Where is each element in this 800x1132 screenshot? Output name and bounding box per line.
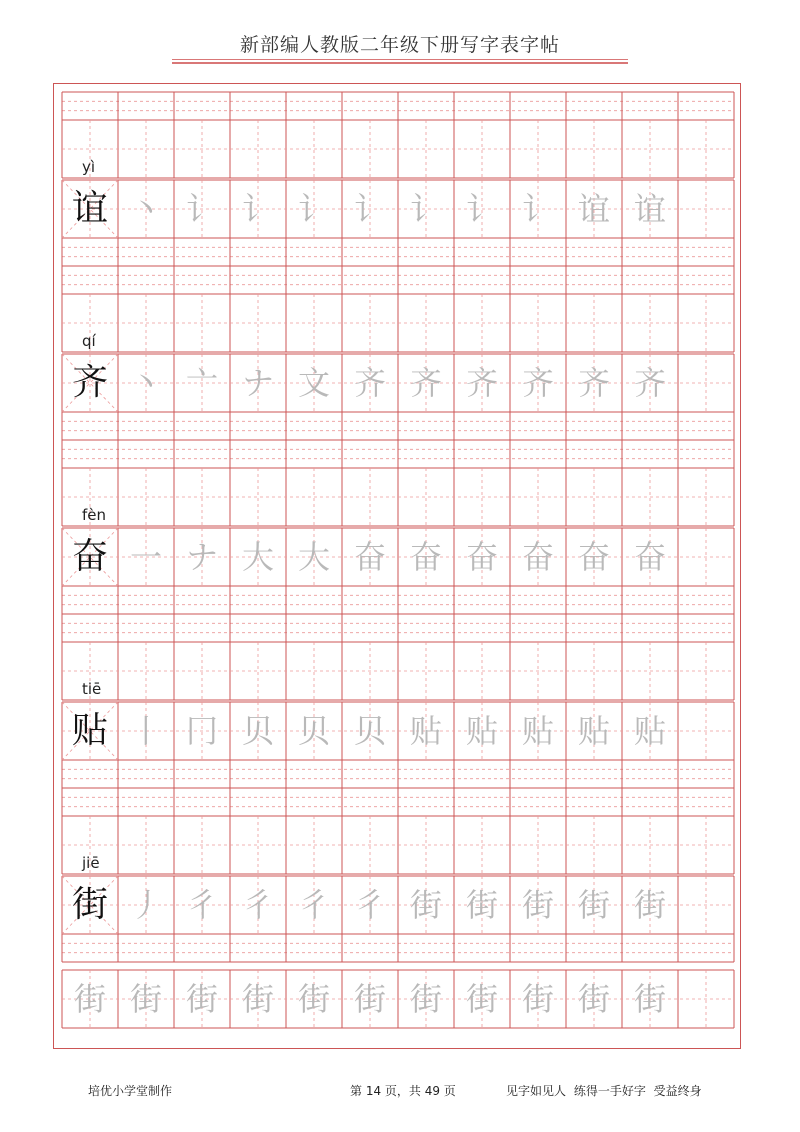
- stroke-step-character: 奋: [465, 538, 498, 576]
- practice-character: 街: [353, 980, 386, 1018]
- practice-character: 街: [73, 980, 106, 1018]
- stroke-step-character: 街: [465, 886, 498, 924]
- stroke-step-character: 齐: [577, 364, 610, 402]
- title-underline-thick: [172, 62, 628, 64]
- model-character: 贴: [71, 710, 108, 751]
- stroke-step-character: 大: [297, 538, 330, 576]
- pinyin-label: tiē: [82, 680, 102, 698]
- stroke-step-character: 街: [633, 886, 666, 924]
- footer-page-number: 第 14 页，共 49 页: [350, 1084, 456, 1098]
- practice-character: 街: [521, 980, 554, 1018]
- practice-character: 街: [409, 980, 442, 1018]
- practice-character: 街: [297, 980, 330, 1018]
- pinyin-label: qí: [82, 332, 96, 350]
- stroke-step-character: 讠: [185, 190, 218, 228]
- practice-character: 街: [465, 980, 498, 1018]
- stroke-step-character: 谊: [633, 190, 666, 228]
- stroke-step-character: 奋: [577, 538, 610, 576]
- stroke-step-character: 丨: [129, 712, 162, 750]
- stroke-step-character: 讠: [465, 190, 498, 228]
- practice-character: 街: [241, 980, 274, 1018]
- practice-character: 街: [633, 980, 666, 1018]
- stroke-step-character: 贝: [241, 712, 274, 750]
- pinyin-label: jiē: [82, 854, 100, 872]
- practice-character: 街: [185, 980, 218, 1018]
- stroke-step-character: 奋: [633, 538, 666, 576]
- practice-character: 街: [577, 980, 610, 1018]
- stroke-step-character: 讠: [297, 190, 330, 228]
- stroke-step-character: 彳: [185, 886, 218, 924]
- pinyin-label: fèn: [82, 506, 107, 524]
- stroke-step-character: 贴: [521, 712, 554, 750]
- stroke-step-character: 奋: [353, 538, 386, 576]
- stroke-step-character: 彳: [353, 886, 386, 924]
- stroke-step-character: 齐: [353, 364, 386, 402]
- stroke-step-character: 讠: [409, 190, 442, 228]
- stroke-step-character: 齐: [521, 364, 554, 402]
- stroke-step-character: 贴: [577, 712, 610, 750]
- stroke-step-character: 齐: [409, 364, 442, 402]
- model-character: 齐: [71, 362, 108, 403]
- stroke-step-character: 贴: [633, 712, 666, 750]
- stroke-step-character: 贴: [465, 712, 498, 750]
- stroke-step-character: 亠: [185, 364, 218, 402]
- page-title: 新部编人教版二年级下册写字表字帖: [239, 34, 560, 56]
- stroke-step-character: 贴: [409, 712, 442, 750]
- stroke-step-character: 奋: [409, 538, 442, 576]
- stroke-step-character: 彳: [241, 886, 274, 924]
- title-underline: [172, 59, 628, 60]
- pinyin-label: yì: [82, 158, 96, 176]
- stroke-step-character: 彳: [297, 886, 330, 924]
- stroke-step-character: 谊: [577, 190, 610, 228]
- stroke-step-character: ナ: [185, 538, 218, 576]
- stroke-step-character: 街: [521, 886, 554, 924]
- stroke-step-character: 贝: [297, 712, 330, 750]
- stroke-step-character: 齐: [465, 364, 498, 402]
- stroke-step-character: 丿: [129, 886, 162, 924]
- practice-sheet: [53, 83, 741, 1049]
- stroke-step-character: 一: [129, 538, 162, 576]
- model-character: 谊: [71, 188, 108, 229]
- stroke-step-character: 街: [409, 886, 442, 924]
- footer-slogan: 见字如见人 练得一手好字 受益终身: [506, 1084, 702, 1098]
- model-character: 街: [71, 884, 108, 925]
- footer-maker: 培优小学堂制作: [88, 1084, 173, 1098]
- model-character: 奋: [71, 536, 108, 577]
- stroke-step-character: 讠: [241, 190, 274, 228]
- stroke-step-character: 奋: [521, 538, 554, 576]
- stroke-step-character: 丶: [129, 364, 162, 402]
- stroke-step-character: 大: [241, 538, 274, 576]
- practice-character: 街: [129, 980, 162, 1018]
- stroke-step-character: 丶: [129, 190, 162, 228]
- stroke-step-character: 齐: [633, 364, 666, 402]
- stroke-step-character: 贝: [353, 712, 386, 750]
- stroke-step-character: 讠: [353, 190, 386, 228]
- stroke-step-character: ナ: [241, 364, 274, 402]
- stroke-step-character: 冂: [185, 712, 218, 750]
- stroke-step-character: 街: [577, 886, 610, 924]
- stroke-step-character: 文: [297, 364, 330, 402]
- stroke-step-character: 讠: [521, 190, 554, 228]
